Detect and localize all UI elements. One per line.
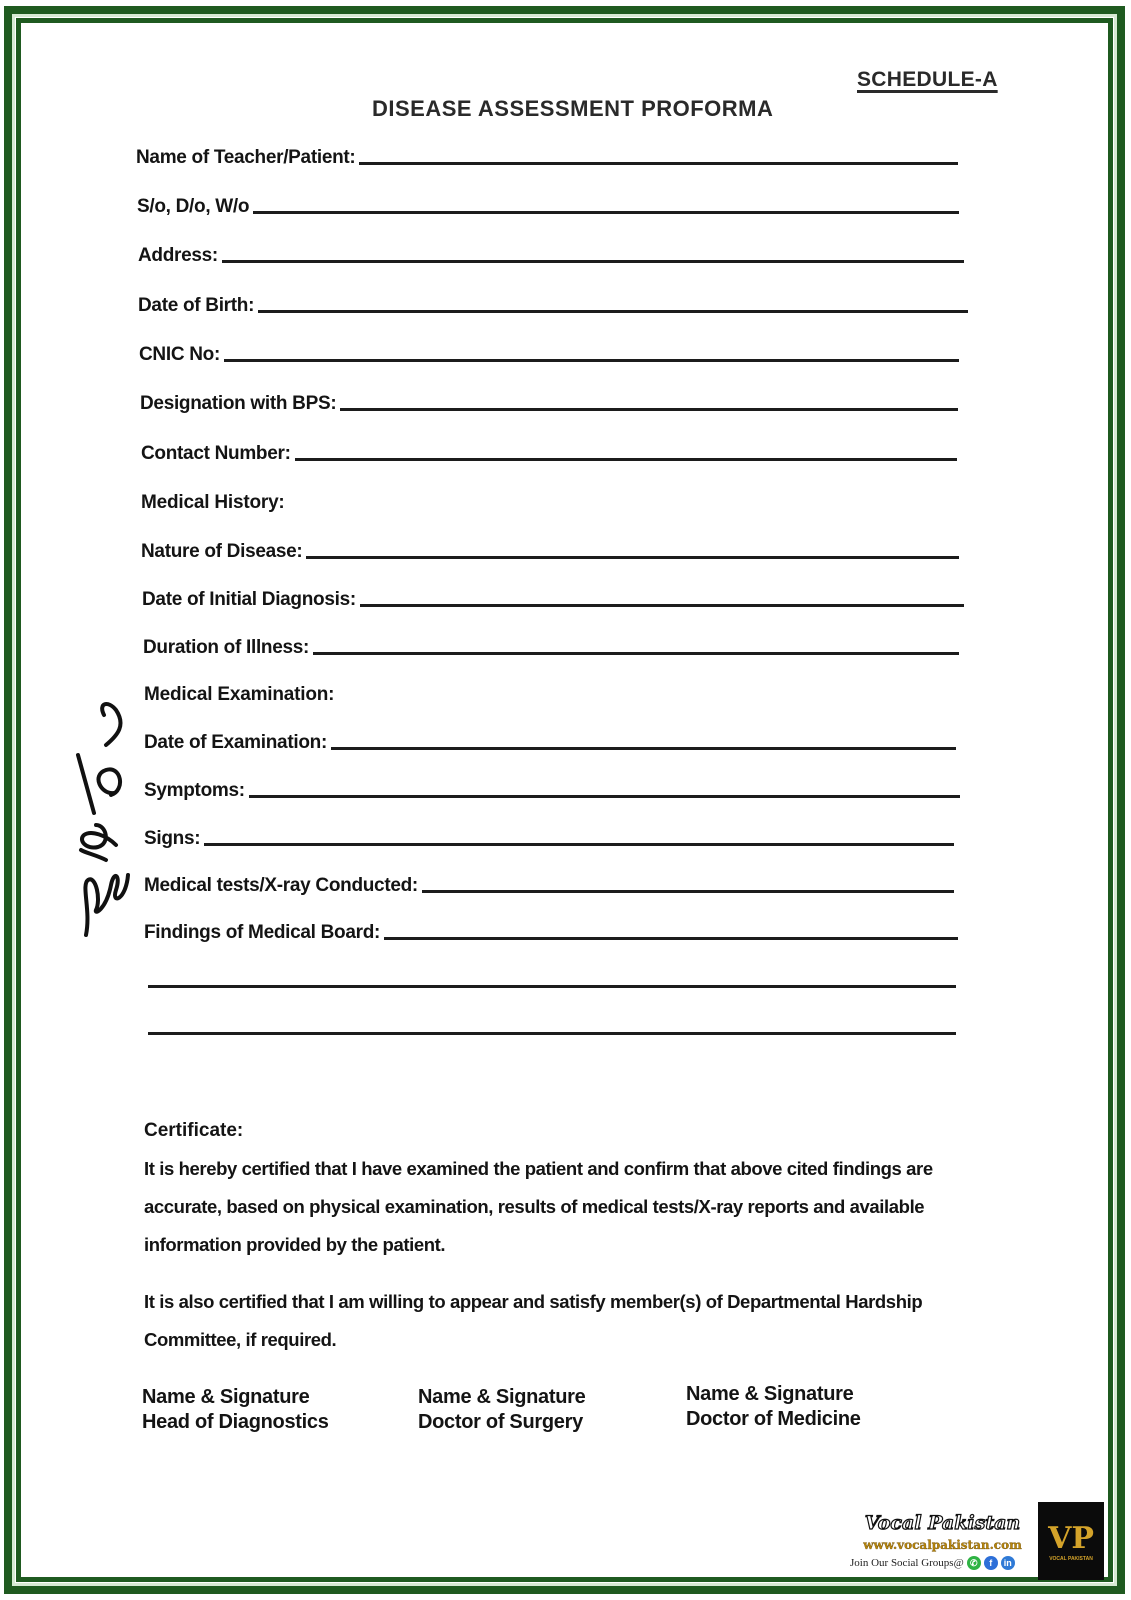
signature-block-diagnostics	[142, 1385, 329, 1435]
field-label: Contact Number:	[141, 443, 291, 464]
field-input-line[interactable]	[331, 747, 956, 750]
field-input-line[interactable]	[422, 890, 954, 893]
field-input-line[interactable]	[295, 458, 957, 461]
field-label: Signs:	[144, 828, 201, 849]
field-signs[interactable]	[144, 828, 954, 850]
brand-social-row	[850, 1556, 1035, 1570]
findings-continuation-line-1[interactable]	[148, 985, 956, 988]
field-date-of-birth[interactable]	[138, 295, 968, 317]
signature-block-surgery	[418, 1385, 585, 1435]
signature-block-medicine	[686, 1382, 861, 1432]
findings-continuation-line-2[interactable]	[148, 1032, 956, 1035]
field-designation[interactable]	[140, 393, 958, 415]
field-label: S/o, D/o, W/o	[137, 196, 250, 217]
field-date-of-initial-diagnosis[interactable]	[142, 589, 964, 611]
facebook-icon[interactable]: f	[984, 1556, 998, 1570]
signature-role: Doctor of Surgery	[418, 1411, 583, 1433]
field-label: Name of Teacher/Patient:	[136, 147, 356, 168]
field-input-line[interactable]	[306, 556, 959, 559]
field-findings-of-medical-board[interactable]	[144, 922, 958, 944]
field-label: Findings of Medical Board:	[144, 922, 381, 943]
field-input-line[interactable]	[340, 408, 958, 411]
field-label: Nature of Disease:	[141, 541, 303, 562]
whatsapp-icon[interactable]: ✆	[967, 1556, 981, 1570]
brand-logo	[1038, 1502, 1104, 1580]
field-date-of-examination[interactable]	[144, 732, 956, 754]
linkedin-icon[interactable]: in	[1001, 1556, 1015, 1570]
field-input-line[interactable]	[384, 937, 958, 940]
field-duration-of-illness[interactable]	[143, 637, 959, 659]
field-input-line[interactable]	[204, 843, 954, 846]
field-label: Designation with BPS:	[140, 393, 337, 414]
field-label: Date of Examination:	[144, 732, 327, 753]
social-text: Join Our Social Groups@	[850, 1557, 964, 1569]
field-label: Date of Birth:	[138, 295, 255, 316]
field-relation[interactable]	[137, 196, 959, 218]
signature-role: Doctor of Medicine	[686, 1408, 861, 1430]
field-contact-number[interactable]	[141, 443, 957, 465]
medical-examination-heading: Medical Examination:	[144, 684, 335, 705]
vocal-pakistan-watermark	[850, 1512, 1105, 1582]
field-medical-tests[interactable]	[144, 875, 954, 897]
field-name[interactable]	[136, 147, 958, 169]
field-input-line[interactable]	[360, 604, 964, 607]
field-input-line[interactable]	[253, 211, 959, 214]
brand-url[interactable]: www.vocalpakistan.com	[863, 1538, 1022, 1552]
field-label: CNIC No:	[139, 344, 220, 365]
field-label: Symptoms:	[144, 780, 245, 801]
field-input-line[interactable]	[222, 260, 964, 263]
form-title: DISEASE ASSESSMENT PROFORMA	[372, 96, 774, 121]
signature-label: Name & Signature	[686, 1383, 854, 1405]
certificate-paragraph-2: It is also certified that I am willing to appear and satisfy member(s) of Departmental Hardship Committee, if required.	[144, 1291, 923, 1350]
logo-monogram: VP	[1048, 1520, 1094, 1556]
medical-history-heading: Medical History:	[141, 492, 285, 513]
signature-role: Head of Diagnostics	[142, 1411, 329, 1433]
field-address[interactable]	[138, 245, 964, 267]
field-cnic[interactable]	[139, 344, 959, 366]
field-symptoms[interactable]	[144, 780, 960, 802]
signature-label: Name & Signature	[142, 1386, 310, 1408]
logo-caption: VOCAL PAKISTAN	[1049, 1555, 1093, 1562]
field-label: Date of Initial Diagnosis:	[142, 589, 356, 610]
brand-name: Vocal Pakistan	[864, 1512, 1021, 1534]
handwritten-signature	[66, 685, 146, 945]
field-input-line[interactable]	[249, 795, 960, 798]
field-nature-of-disease[interactable]	[141, 541, 959, 563]
certificate-paragraph-1: It is hereby certified that I have examined the patient and confirm that above cited findings are accurate, based on physical examination, results of medical tests/X-ray reports and available information provided by the patient.	[144, 1158, 933, 1255]
certificate-heading: Certificate:	[144, 1120, 244, 1141]
schedule-label: SCHEDULE-A	[857, 68, 998, 91]
field-input-line[interactable]	[258, 310, 968, 313]
field-label: Medical tests/X-ray Conducted:	[144, 875, 418, 896]
field-input-line[interactable]	[313, 652, 959, 655]
signature-label: Name & Signature	[418, 1386, 586, 1408]
field-input-line[interactable]	[224, 359, 959, 362]
field-label: Address:	[138, 245, 218, 266]
field-input-line[interactable]	[359, 162, 958, 165]
field-label: Duration of Illness:	[143, 637, 310, 658]
